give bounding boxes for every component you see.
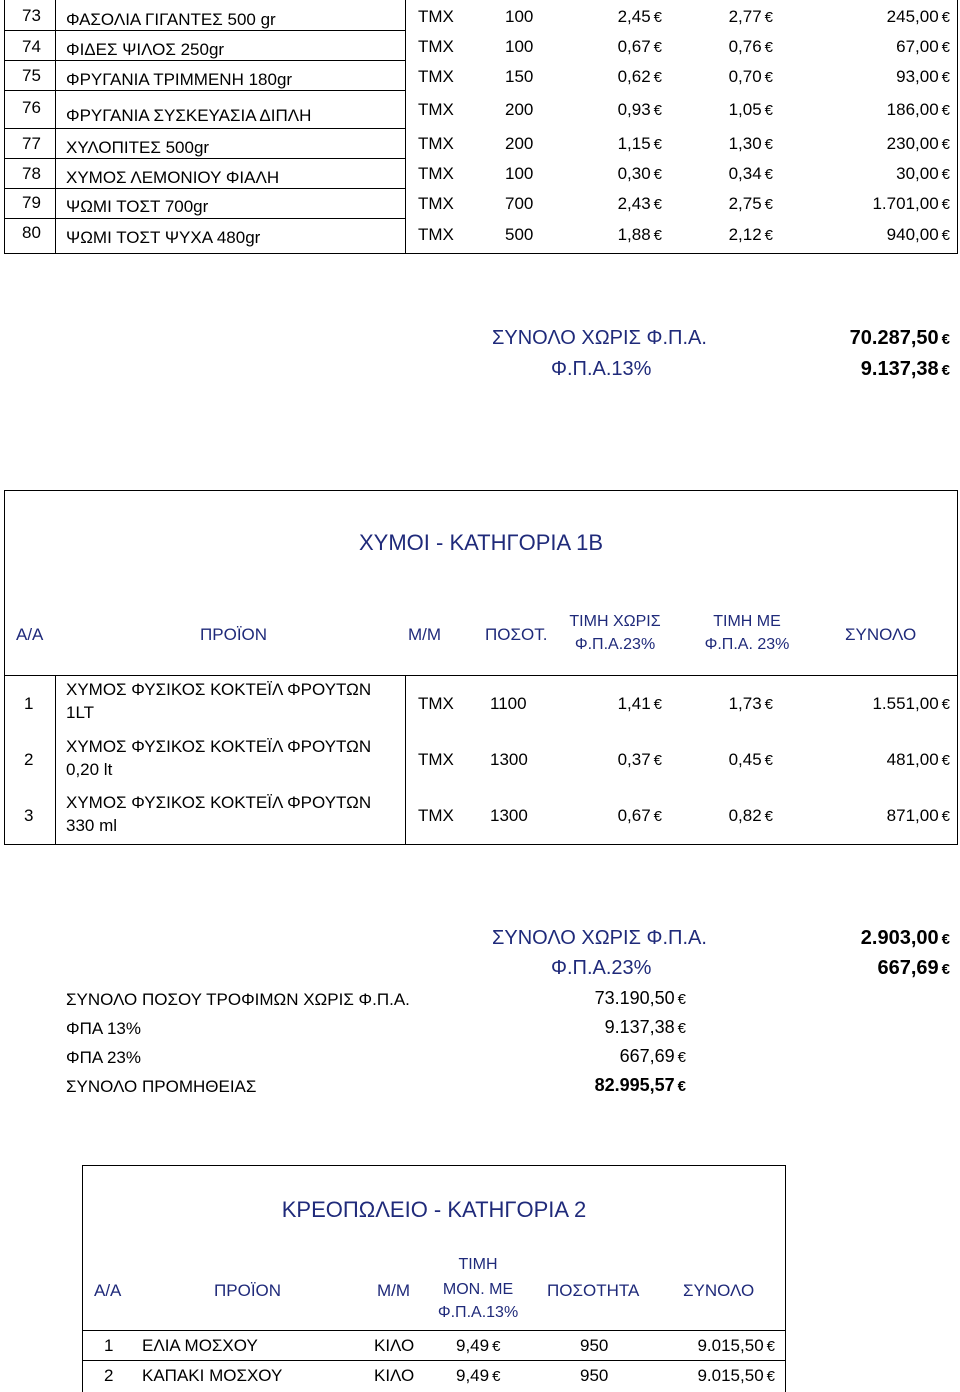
row-product-line2: 1LT — [66, 703, 95, 722]
row-aa: 73 — [22, 6, 41, 25]
header-qty: ΠΟΣΟΤΗΤΑ — [547, 1281, 640, 1300]
row-price-vat: 0,70 — [728, 67, 762, 86]
grand-label: ΣΥΝΟΛΟ ΠΡΟΜΗΘΕΙΑΣ — [66, 1077, 257, 1096]
row-aa: 78 — [22, 164, 41, 183]
header-price-no-vat-2: Φ.Π.Α.23% — [574, 636, 656, 653]
row-price-no-vat: 0,37 — [617, 750, 651, 769]
row-mm: ΤΜΧ — [418, 67, 454, 86]
row-total: 30,00 — [896, 164, 939, 183]
top-table — [0, 0, 960, 260]
row-aa: 75 — [22, 66, 41, 85]
row-total: 186,00 — [886, 100, 939, 119]
euro-icon: € — [677, 1020, 686, 1037]
header-mm: Μ/Μ — [408, 625, 442, 644]
euro-icon: € — [653, 136, 662, 153]
row-total: 9.015,50 — [697, 1336, 764, 1355]
euro-icon: € — [653, 227, 662, 244]
row-aa: 3 — [24, 806, 34, 825]
header-total: ΣΥΝΟΛΟ — [683, 1281, 755, 1300]
header-price-3: Φ.Π.Α.13% — [437, 1304, 519, 1321]
grand-value: 73.190,50 — [594, 988, 675, 1008]
row-qty: 950 — [580, 1366, 609, 1385]
euro-icon: € — [653, 69, 662, 86]
row-product: ΨΩΜΙ ΤΟΣΤ ΨΥΧΑ 480gr — [66, 228, 261, 247]
euro-icon: € — [764, 9, 773, 26]
row-product: ΦΑΣΟΛΙΑ ΓΙΓΑΝΤΕΣ 500 gr — [66, 10, 276, 29]
row-product: ΧΥΜΟΣ ΛΕΜΟΝΙΟΥ ΦΙΑΛΗ — [66, 168, 280, 187]
euro-icon: € — [764, 69, 773, 86]
euro-icon: € — [941, 227, 950, 244]
header-product: ΠΡΟΪΟΝ — [214, 1281, 282, 1300]
row-price-vat: 1,30 — [728, 134, 762, 153]
euro-icon: € — [941, 166, 950, 183]
row-price-vat: 0,76 — [728, 37, 762, 56]
row-aa: 1 — [104, 1336, 114, 1355]
grand-value: 667,69 — [619, 1046, 675, 1066]
summary-total-label: ΣΥΝΟΛΟ ΧΩΡΙΣ Φ.Π.Α. — [492, 927, 707, 949]
row-mm: ΤΜΧ — [418, 134, 454, 153]
euro-icon: € — [677, 1078, 686, 1095]
euro-icon: € — [941, 39, 950, 56]
row-price-vat: 1,73 — [728, 694, 762, 713]
row-qty: 950 — [580, 1336, 609, 1355]
row-total: 1.701,00 — [872, 194, 939, 213]
header-mm: Μ/Μ — [377, 1281, 411, 1300]
row-price-vat: 0,82 — [728, 806, 762, 825]
row-qty: 500 — [505, 225, 534, 244]
row-aa: 2 — [104, 1366, 114, 1385]
row-aa: 2 — [24, 750, 34, 769]
section-title: ΧΥΜΟΙ - ΚΑΤΗΓΟΡΙΑ 1Β — [359, 530, 603, 555]
row-product: ΦΡΥΓΑΝΙΑ ΤΡΙΜΜΕΝΗ 180gr — [66, 70, 293, 89]
summary-vat-label: Φ.Π.Α.13% — [551, 358, 652, 380]
row-price-no-vat: 1,88 — [617, 225, 651, 244]
row-mm: ΚΙΛΟ — [374, 1366, 415, 1385]
summary-total-value: 2.903,00 — [860, 927, 939, 949]
row-product: ΦΙΔΕΣ ΨΙΛΟΣ 250gr — [66, 40, 225, 59]
euro-icon: € — [677, 991, 686, 1008]
row-price-vat: 2,75 — [728, 194, 762, 213]
row-product: ΦΡΥΓΑΝΙΑ ΣΥΣΚΕΥΑΣΙΑ ΔΙΠΛΗ — [66, 106, 312, 125]
row-qty: 1100 — [490, 694, 527, 713]
grand-label: ΦΠΑ 13% — [66, 1019, 141, 1038]
section-title: ΚΡΕΟΠΩΛΕΙΟ - ΚΑΤΗΓΟΡΙΑ 2 — [281, 1197, 587, 1222]
euro-icon: € — [941, 752, 950, 769]
row-qty: 200 — [505, 100, 534, 119]
row-mm: ΚΙΛΟ — [374, 1336, 415, 1355]
euro-icon: € — [653, 166, 662, 183]
euro-icon: € — [941, 808, 950, 825]
row-qty: 150 — [505, 67, 534, 86]
row-mm: ΤΜΧ — [418, 7, 454, 26]
row-mm: ΤΜΧ — [418, 806, 454, 825]
row-qty: 100 — [505, 37, 534, 56]
euro-icon: € — [766, 1338, 775, 1355]
grand-value: 82.995,57 — [594, 1075, 675, 1095]
row-price-no-vat: 1,41 — [617, 694, 651, 713]
row-product: ΚΑΠΑΚΙ ΜΟΣΧΟΥ — [142, 1366, 283, 1385]
row-price-no-vat: 0,93 — [617, 100, 651, 119]
row-mm: ΤΜΧ — [418, 194, 454, 213]
euro-icon: € — [764, 808, 773, 825]
euro-icon: € — [653, 9, 662, 26]
row-price: 9,49 — [456, 1366, 490, 1385]
euro-icon: € — [653, 808, 662, 825]
row-mm: ΤΜΧ — [418, 750, 454, 769]
row-aa: 74 — [22, 37, 41, 56]
euro-icon: € — [941, 931, 950, 948]
summary-total-label: ΣΥΝΟΛΟ ΧΩΡΙΣ Φ.Π.Α. — [492, 327, 707, 349]
row-price-no-vat: 0,67 — [617, 37, 651, 56]
euro-icon: € — [941, 9, 950, 26]
row-product-line2: 330 ml — [66, 816, 118, 835]
summary-total-value: 70.287,50 — [849, 327, 939, 349]
header-price-1: ΤΙΜΗ — [458, 1256, 498, 1273]
euro-icon: € — [653, 696, 662, 713]
row-mm: ΤΜΧ — [418, 100, 454, 119]
row-mm: ΤΜΧ — [418, 164, 454, 183]
euro-icon: € — [941, 696, 950, 713]
row-qty: 700 — [505, 194, 534, 213]
euro-icon: € — [653, 196, 662, 213]
euro-icon: € — [653, 39, 662, 56]
row-price-no-vat: 1,15 — [617, 134, 651, 153]
euro-icon: € — [941, 961, 950, 978]
grand-label: ΣΥΝΟΛΟ ΠΟΣΟΥ ΤΡΟΦΙΜΩΝ ΧΩΡΙΣ Φ.Π.Α. — [66, 990, 410, 1009]
row-price-no-vat: 2,45 — [617, 7, 651, 26]
row-total: 481,00 — [886, 750, 939, 769]
grand-label: ΦΠΑ 23% — [66, 1048, 141, 1067]
grand-value: 9.137,38 — [604, 1017, 675, 1037]
row-price: 9,49 — [456, 1336, 490, 1355]
euro-icon: € — [941, 69, 950, 86]
header-aa: Α/Α — [94, 1281, 122, 1300]
row-total: 245,00 — [886, 7, 939, 26]
row-aa: 76 — [22, 98, 41, 117]
euro-icon: € — [941, 136, 950, 153]
row-price-no-vat: 2,43 — [617, 194, 651, 213]
row-total: 1.551,00 — [872, 694, 939, 713]
summary-vat-value: 667,69 — [877, 957, 939, 979]
row-qty: 1300 — [490, 806, 528, 825]
row-product-line1: ΧΥΜΟΣ ΦΥΣΙΚΟΣ ΚΟΚΤΕΪΛ ΦΡΟΥΤΩΝ — [66, 737, 372, 756]
row-price-vat: 1,05 — [728, 100, 762, 119]
row-total: 93,00 — [896, 67, 939, 86]
euro-icon: € — [764, 696, 773, 713]
row-qty: 1300 — [490, 750, 528, 769]
header-price-2: ΜΟΝ. ΜΕ — [442, 1281, 514, 1298]
row-product-line2: 0,20 lt — [66, 760, 113, 779]
row-product: ΨΩΜΙ ΤΟΣΤ 700gr — [66, 197, 209, 216]
header-aa: Α/Α — [16, 625, 44, 644]
header-total: ΣΥΝΟΛΟ — [845, 625, 917, 644]
euro-icon: € — [764, 39, 773, 56]
euro-icon: € — [764, 196, 773, 213]
summary-vat-label: Φ.Π.Α.23% — [551, 957, 652, 979]
row-price-vat: 2,77 — [728, 7, 762, 26]
row-price-vat: 2,12 — [728, 225, 762, 244]
header-price-no-vat-1: ΤΙΜΗ ΧΩΡΙΣ — [569, 613, 661, 630]
euro-icon: € — [653, 752, 662, 769]
row-total: 67,00 — [896, 37, 939, 56]
euro-icon: € — [492, 1368, 501, 1385]
row-price-vat: 0,45 — [728, 750, 762, 769]
row-total: 9.015,50 — [697, 1366, 764, 1385]
euro-icon: € — [941, 362, 950, 379]
euro-icon: € — [764, 166, 773, 183]
summary-vat-value: 9.137,38 — [860, 358, 939, 380]
euro-icon: € — [764, 136, 773, 153]
row-aa: 77 — [22, 134, 41, 153]
row-product-line1: ΧΥΜΟΣ ΦΥΣΙΚΟΣ ΚΟΚΤΕΪΛ ΦΡΟΥΤΩΝ — [66, 793, 372, 812]
row-aa: 1 — [24, 694, 34, 713]
row-total: 230,00 — [886, 134, 939, 153]
row-price-no-vat: 0,67 — [617, 806, 651, 825]
row-aa: 79 — [22, 193, 41, 212]
euro-icon: € — [764, 752, 773, 769]
row-qty: 200 — [505, 134, 534, 153]
row-mm: ΤΜΧ — [418, 694, 454, 713]
row-qty: 100 — [505, 7, 534, 26]
euro-icon: € — [941, 331, 950, 348]
euro-icon: € — [766, 1368, 775, 1385]
row-mm: ΤΜΧ — [418, 225, 454, 244]
euro-icon: € — [764, 102, 773, 119]
row-product: ΧΥΛΟΠΙΤΕΣ 500gr — [66, 138, 210, 157]
euro-icon: € — [941, 102, 950, 119]
row-qty: 100 — [505, 164, 534, 183]
row-mm: ΤΜΧ — [418, 37, 454, 56]
row-price-vat: 0,34 — [728, 164, 762, 183]
euro-icon: € — [653, 102, 662, 119]
header-product: ΠΡΟΪΟΝ — [200, 625, 268, 644]
row-product-line1: ΧΥΜΟΣ ΦΥΣΙΚΟΣ ΚΟΚΤΕΪΛ ΦΡΟΥΤΩΝ — [66, 680, 372, 699]
row-total: 940,00 — [886, 225, 939, 244]
euro-icon: € — [764, 227, 773, 244]
euro-icon: € — [492, 1338, 501, 1355]
euro-icon: € — [677, 1049, 686, 1066]
header-qty: ΠΟΣΟΤ. — [485, 625, 548, 644]
row-aa: 80 — [22, 223, 41, 242]
header-price-vat-2: Φ.Π.Α. 23% — [704, 636, 790, 653]
header-price-vat-1: ΤΙΜΗ ΜΕ — [713, 613, 781, 630]
euro-icon: € — [941, 196, 950, 213]
row-product: ΕΛΙΑ ΜΟΣΧΟΥ — [142, 1336, 258, 1355]
row-total: 871,00 — [886, 806, 939, 825]
row-price-no-vat: 0,62 — [617, 67, 651, 86]
row-price-no-vat: 0,30 — [617, 164, 651, 183]
